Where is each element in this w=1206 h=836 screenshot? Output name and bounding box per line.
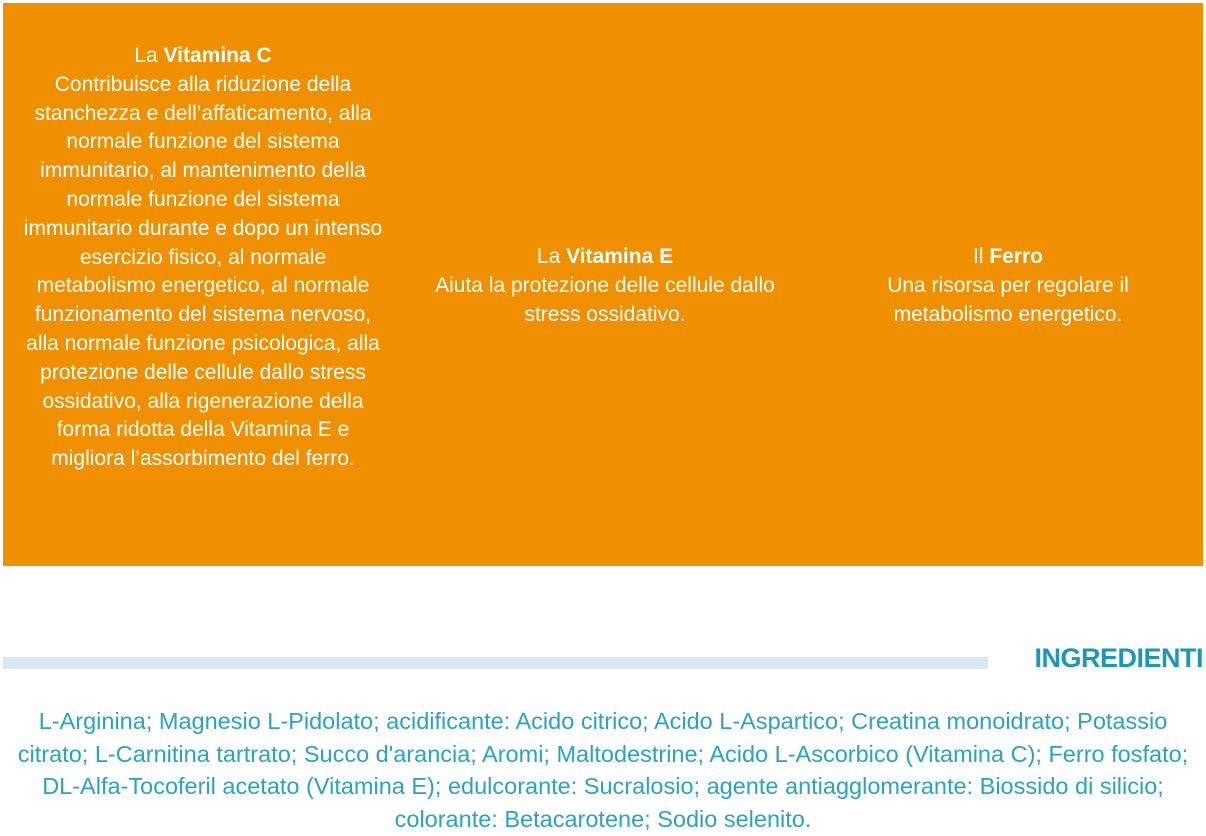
ingredients-title: INGREDIENTI [1034, 643, 1203, 673]
vitamin-e-heading [435, 243, 775, 272]
vitamin-c-heading [19, 42, 387, 71]
vitamin-c-name: Vitamina C [163, 44, 272, 67]
ingredients-divider-bar [3, 657, 988, 669]
vitamin-c-column [19, 42, 387, 474]
vitamin-e-description: Aiuta la protezione delle cellule dallo stress ossidativo. [435, 273, 775, 326]
iron-name: Ferro [989, 245, 1044, 268]
vitamin-e-column [435, 243, 775, 329]
vitamin-e-name: Vitamina E [566, 245, 674, 268]
iron-heading [853, 243, 1163, 272]
iron-prefix: Il [972, 245, 984, 268]
iron-column [853, 243, 1163, 329]
iron-description: Una risorsa per regolare il metabolismo energetico. [887, 273, 1129, 326]
vitamin-e-prefix: La [536, 245, 561, 268]
nutrients-panel [3, 3, 1203, 566]
vitamin-c-description: Contribuisce alla riduzione della stanchezza e dell’affaticamento, alla normale funzione del sistema immunitario, al mantenimento della normale funzione del sistema immunitario durante e dopo un intenso esercizio fisico, al normale metabolismo energetico, al normale funzionamento del sistema nervoso, alla normale funzione psicologica, alla protezione delle cellule dallo stress ossidativo, alla rigenerazione della forma ridotta della Vitamina E e migliora l’assorbimento del ferro. [23, 72, 383, 471]
vitamin-c-prefix: La [134, 44, 158, 67]
ingredients-list: L-Arginina; Magnesio L-Pidolato; acidificante: Acido citrico; Acido L-Aspartico; Creatina monoidrato; Potassio citrato; L-Carnitina tartrato; Succo d'arancia; Aromi; Maltodestrine; Acido L-Ascorbico (Vitamina C); Ferro fosfato; DL-Alfa-Tocoferil acetato (Vitamina E); edulcorante: Sucralosio; agente antiagglomerante: Biossido di silicio; colorante: Betacarotene; Sodio selenito. [17, 708, 1189, 832]
